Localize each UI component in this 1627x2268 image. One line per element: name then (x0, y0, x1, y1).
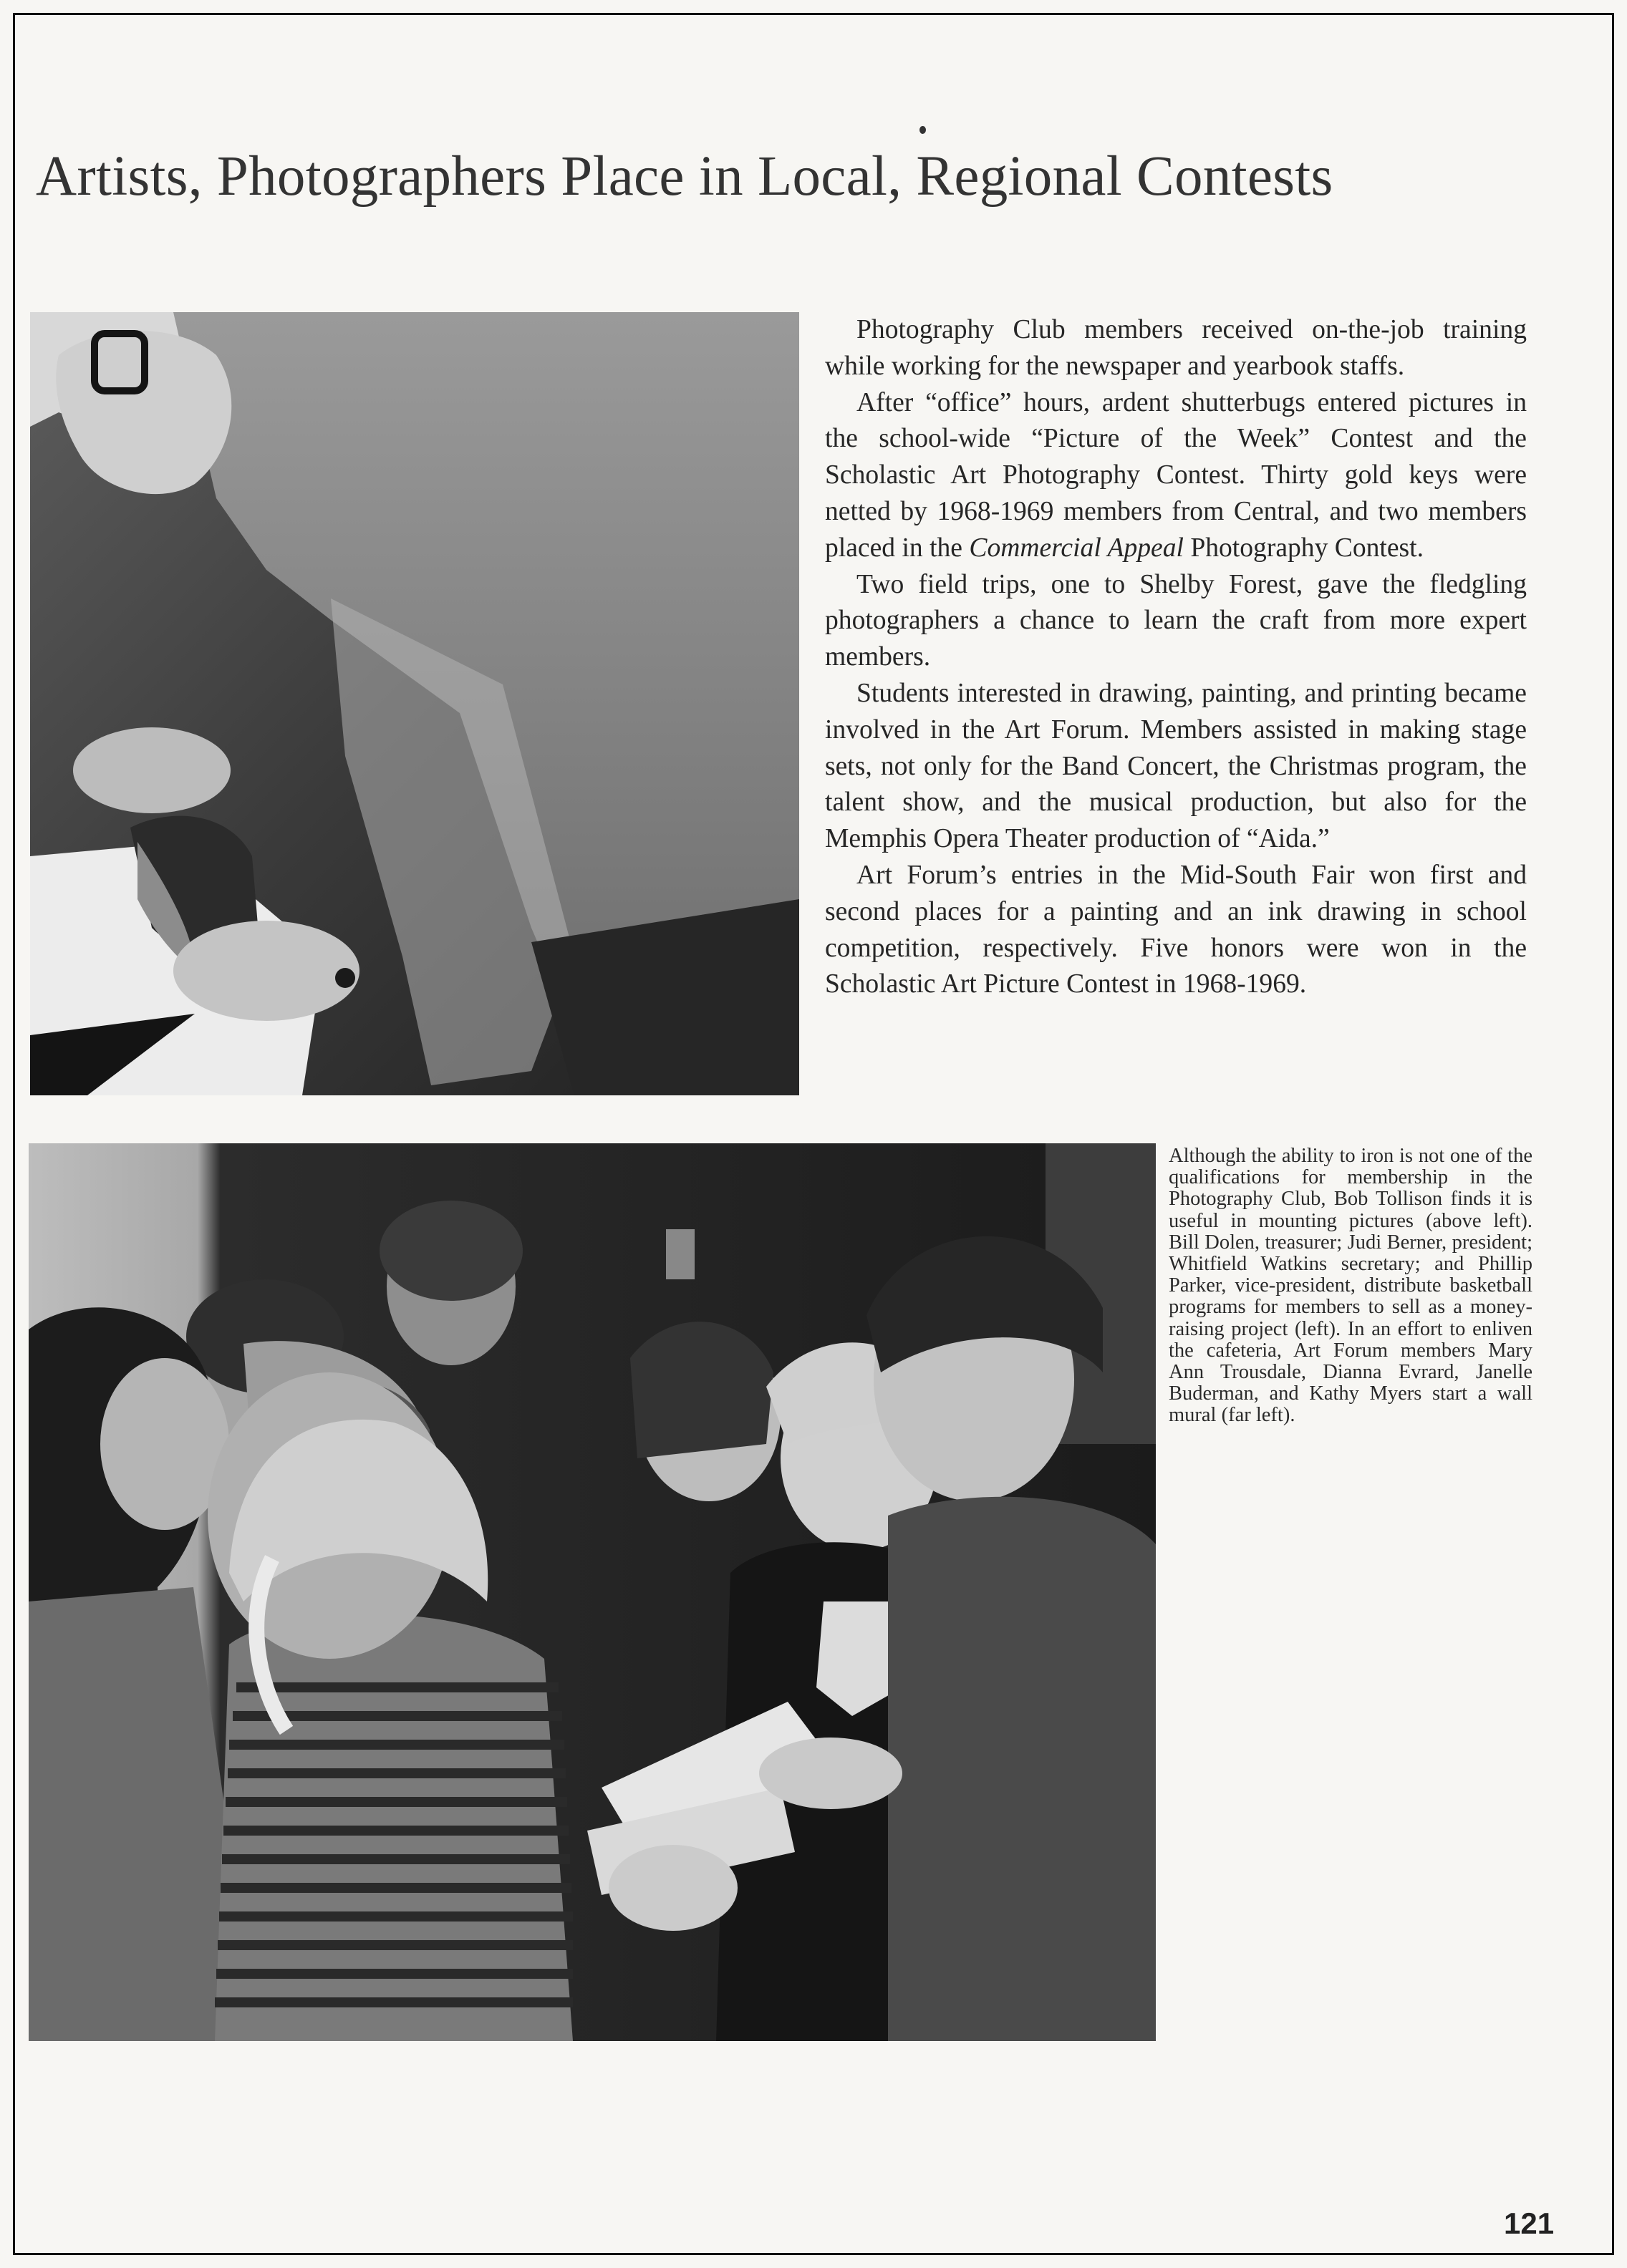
page-number: 121 (1504, 2206, 1555, 2240)
print-speck (919, 126, 926, 134)
article-paragraph: Two field trips, one to Shelby Forest, gave the fledgling photographers a chance to learn the craft from more expert members. (825, 569, 1527, 672)
photo-ironing (30, 312, 799, 1095)
article-paragraph: Students interested in drawing, painting, and printing became involved in the Art Forum. Members assisted in making stage sets, not only for the Band Concert, the Christmas program, the talent show, and the musical production, but also for the Memphis Opera Theater production of “Aida.” (825, 678, 1527, 854)
article-paragraph: Photography Club members received on-the-job training while working for the newspaper and yearbook staffs. (825, 315, 1527, 381)
photo-caption: Although the ability to iron is not one of the qualifications for membership in the Photography Club, Bob Tollison finds it is useful in mounting pictures (above left). Bill Dolen, treasurer; Judi Berner, president; Whitfield Watkins secretary; and Phillip Parker, vice-president, distribute basketball programs for members to sell as a money-raising project (left). In an effort to enliven the cafeteria, Art Forum members Mary Ann Trousdale, Dianna Evrard, Janelle Buderman, and Kathy Myers start a wall mural (far left). (1169, 1145, 1532, 1427)
article-body (825, 312, 1527, 1003)
article-paragraph: Art Forum’s entries in the Mid-South Fair won first and second places for a painting and an ink drawing in school competition, respectively. Five honors were won in the Scholastic Art Picture Contest in 1968-1969. (825, 860, 1527, 999)
article-paragraph: After “office” hours, ardent shutterbugs entered pictures in the school-wide “Picture of the Week” Contest and the Scholastic Art Photography Contest. Thirty gold keys were netted by 1968-1969 members from Central, and two members placed in the Commercial Appeal Photography Contest. (825, 387, 1527, 563)
photo-club-officers (29, 1143, 1156, 2041)
page-headline: Artists, Photographers Place in Local, Regional Contests (36, 145, 1333, 208)
